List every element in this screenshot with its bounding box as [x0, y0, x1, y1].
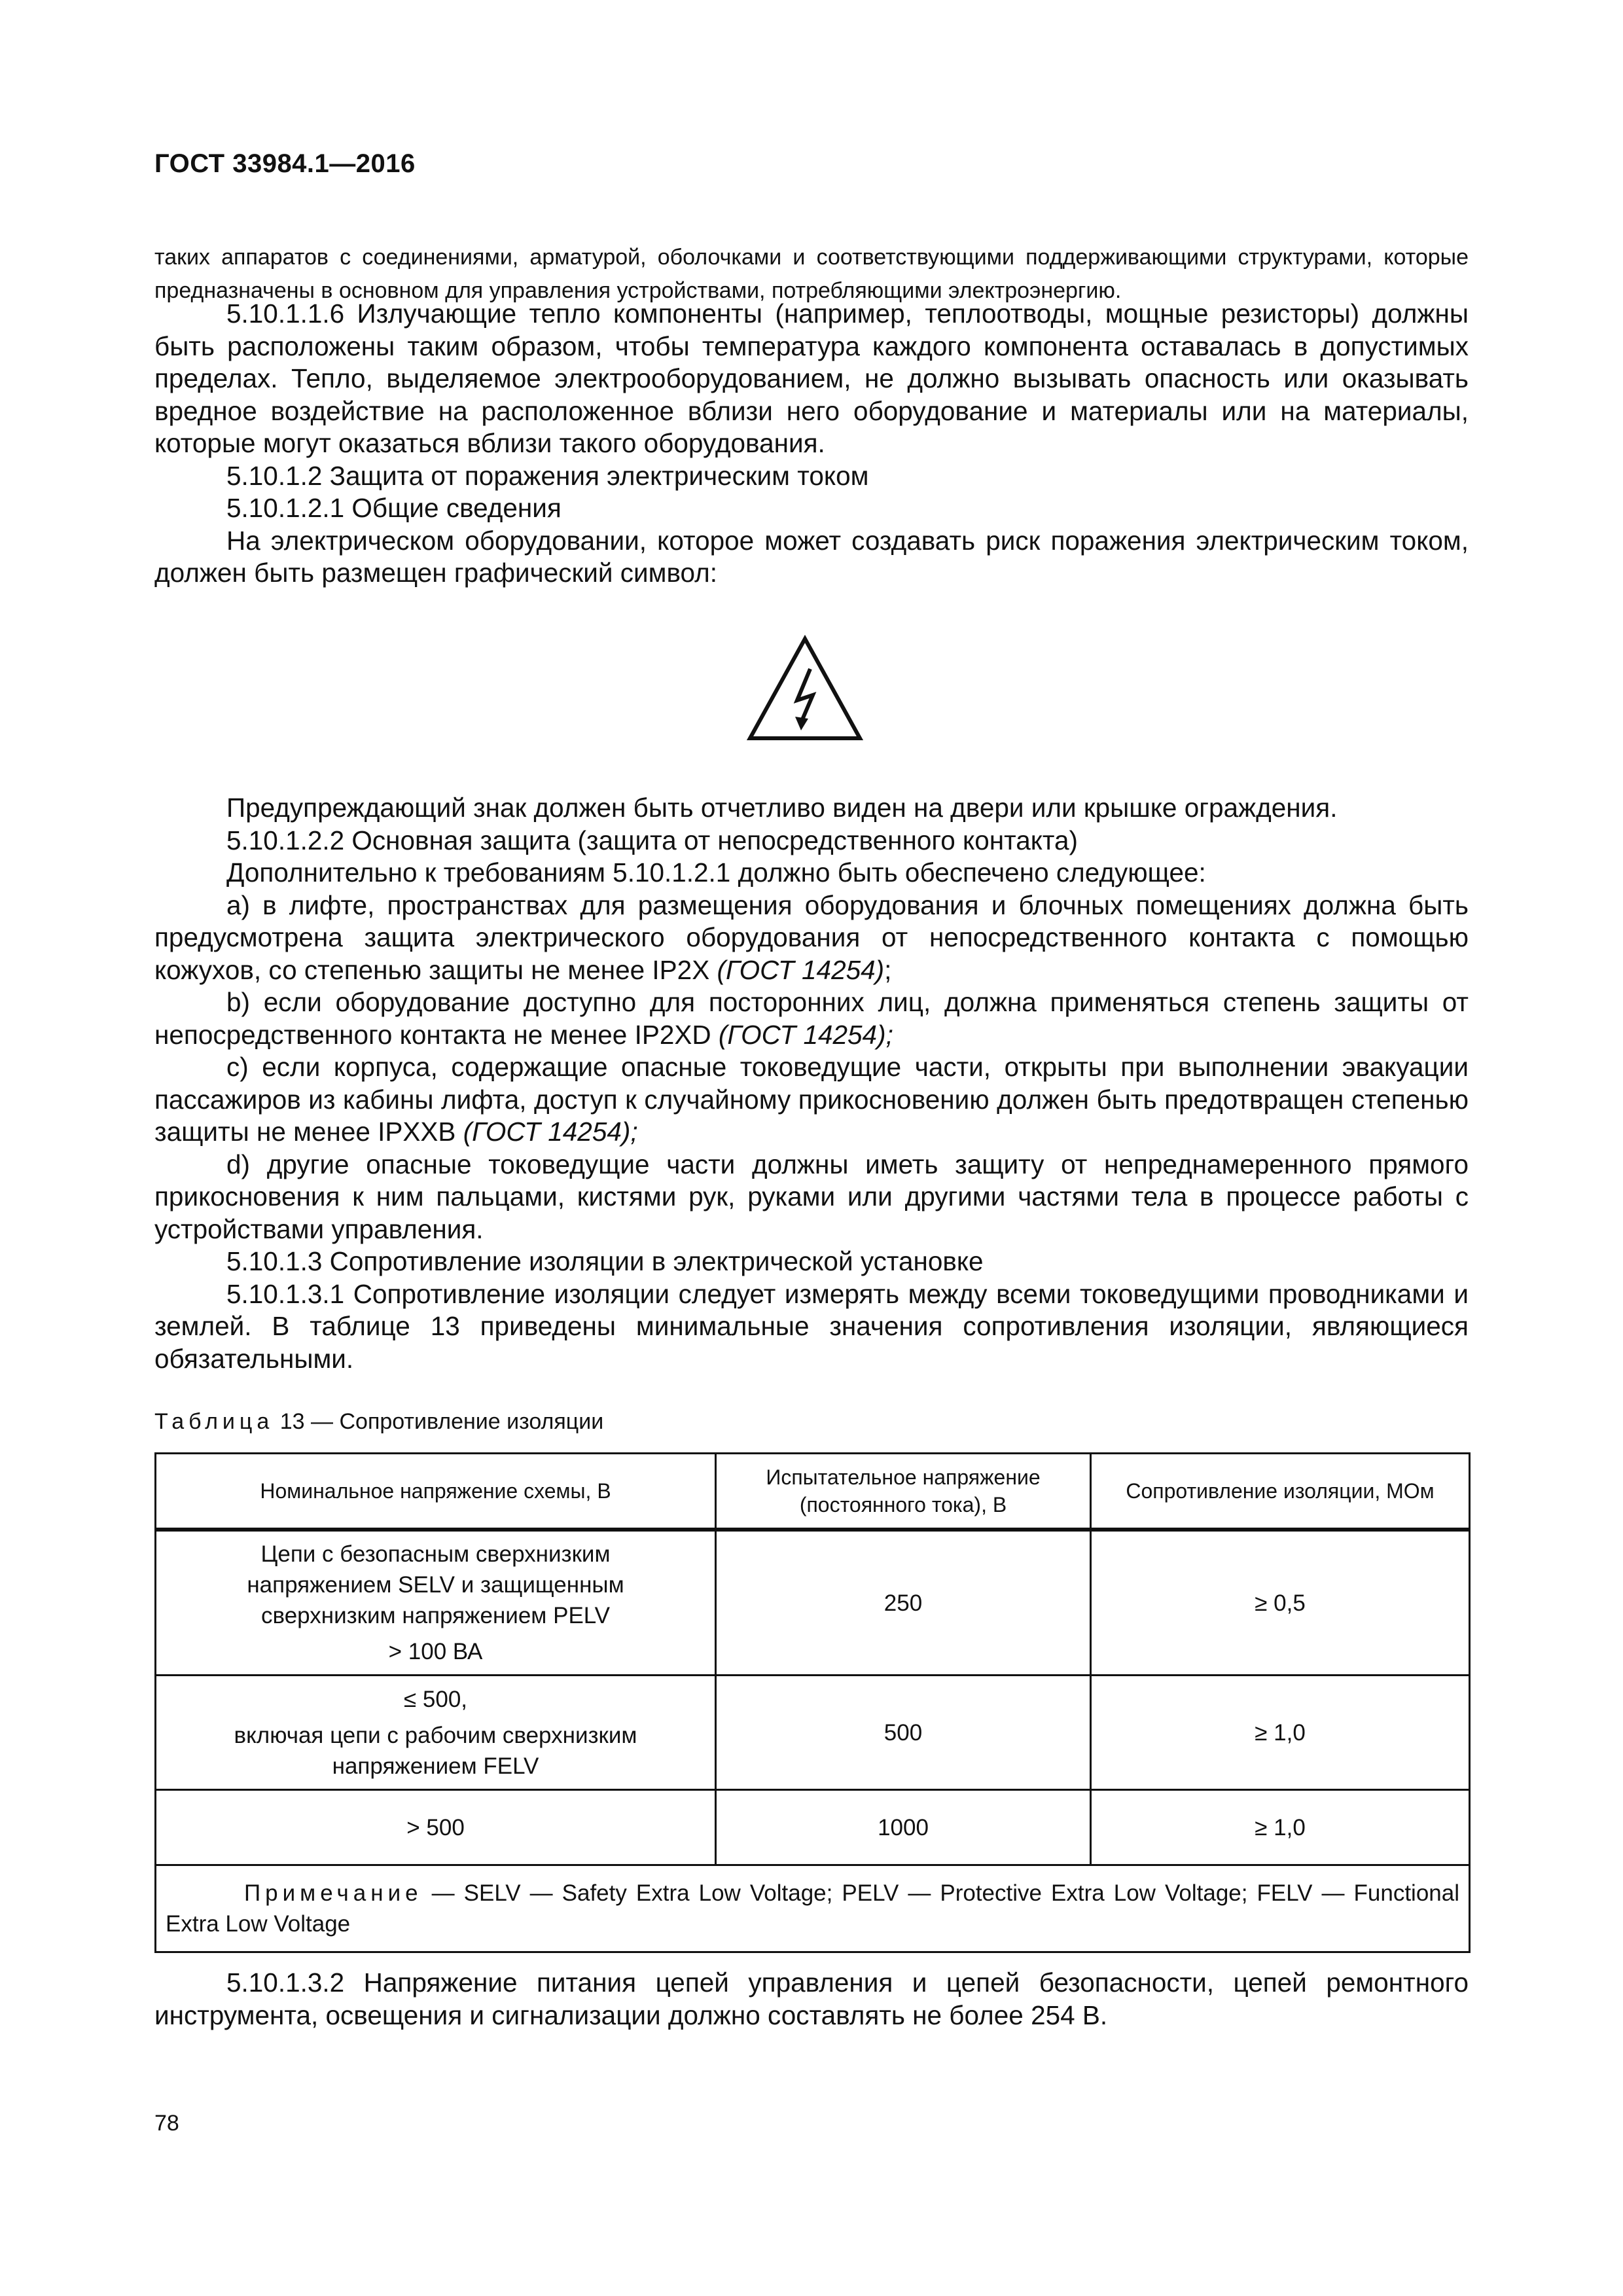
insulation-resistance-table [154, 1452, 1471, 1953]
table-note: Примечание — SELV — Safety Extra Low Voltage; PELV — Protective Extra Low Voltage; FELV — Functional Extra Low Voltage [156, 1865, 1470, 1952]
paragraph: 5.10.1.3.2 Напряжение питания цепей управления и цепей безопасности, цепей ремонтного инструмента, освещения и сигнализации должно составлять не более 254 В. [154, 1967, 1469, 2030]
table-row [156, 1790, 1470, 1865]
table-cell-test-voltage: 250 [716, 1530, 1091, 1676]
electric-hazard-warning-icon [746, 635, 864, 743]
page-number: 78 [154, 2111, 179, 2136]
section-body-mid [154, 792, 1469, 1375]
list-item: а) в лифте, пространствах для размещения оборудования и блочных помещениях должна быть предусмотрена защита электрического оборудования от непосредственного контакта с помощью кожухов, со степенью защиты не менее IP2X (ГОСТ 14254); [154, 889, 1469, 985]
paragraph: На электрическом оборудовании, которое может создавать риск поражения электрическим током, должен быть размещен графический символ: [154, 525, 1469, 588]
document-header: ГОСТ 33984.1—2016 [154, 149, 416, 178]
warning-triangle-graphic [746, 635, 864, 743]
table-row [156, 1530, 1470, 1676]
section-body-top [154, 298, 1469, 590]
table-cell-resistance: ≥ 1,0 [1091, 1790, 1470, 1865]
intro-paragraph: таких аппаратов с соединениями, арматурой, оболочками и соответствующими поддерживающими структурами, которые предназначены в основном для управления устройствами, потребляющими электроэнергию. [154, 245, 1469, 303]
paragraph: Предупреждающий знак должен быть отчетливо виден на двери или крышке ограждения. [226, 793, 1338, 823]
paragraph: 5.10.1.3.1 Сопротивление изоляции следует измерять между всеми токоведущими проводниками и землей. В таблице 13 приведены минимальные значения сопротивления изоляции, являющиеся обязательными. [154, 1278, 1469, 1374]
table-cell-resistance: ≥ 1,0 [1091, 1676, 1470, 1790]
list-item: d) другие опасные токоведущие части должны иметь защиту от непреднамеренного прямого прикосновения к ним пальцами, кистями рук, руками или другими частями тела в процессе работы с устройствами управления. [154, 1149, 1469, 1244]
table-note-row [156, 1865, 1470, 1952]
section-heading: 5.10.1.2 Защита от поражения электрическим током [226, 460, 869, 491]
table-cell-voltage: > 500 [156, 1790, 716, 1865]
column-header: Испытательное напряжение (постоянного тока), В [716, 1454, 1091, 1530]
section-heading: 5.10.1.2.2 Основная защита (защита от непосредственного контакта) [226, 825, 1079, 855]
table-header-row [156, 1454, 1470, 1530]
section-heading: 5.10.1.2.1 Общие сведения [226, 493, 562, 523]
table-cell-voltage: Цепи с безопасным сверхнизким напряжением SELV и защищенным сверхнизким напряжением PELV > 100 ВА [156, 1530, 716, 1676]
table-cell-resistance: ≥ 0,5 [1091, 1530, 1470, 1676]
table-caption: Таблица 13 — Сопротивление изоляции [154, 1409, 604, 1434]
list-item: b) если оборудование доступно для посторонних лиц, должна применяться степень защиты от непосредственного контакта не менее IP2XD (ГОСТ 14254); [154, 987, 1469, 1050]
paragraph: Дополнительно к требованиям 5.10.1.2.1 должно быть обеспечено следующее: [226, 857, 1206, 888]
list-item: с) если корпуса, содержащие опасные токоведущие части, открыты при выполнении эвакуации пассажиров из кабины лифта, доступ к случайному прикосновению должен быть предотвращен степенью защиты не менее IPXXB (ГОСТ 14254); [154, 1052, 1469, 1147]
paragraph: 5.10.1.1.6 Излучающие тепло компоненты (например, теплоотводы, мощные резисторы) должны быть расположены таким образом, чтобы температура каждого компонента оставалась в допустимых пределах. Тепло, выделяемое электрооборудованием, не должно вызывать опасность или оказывать вредное воздействие на расположенное вблизи него оборудование и материалы или на материалы, которые могут оказаться вблизи такого оборудования. [154, 298, 1469, 458]
table-row [156, 1676, 1470, 1790]
column-header: Сопротивление изоляции, МОм [1091, 1454, 1470, 1530]
column-header: Номинальное напряжение схемы, В [156, 1454, 716, 1530]
section-heading: 5.10.1.3 Сопротивление изоляции в электрической установке [226, 1246, 984, 1276]
table-cell-test-voltage: 1000 [716, 1790, 1091, 1865]
table-cell-test-voltage: 500 [716, 1676, 1091, 1790]
table-cell-voltage: ≤ 500, включая цепи с рабочим сверхнизким напряжением FELV [156, 1676, 716, 1790]
